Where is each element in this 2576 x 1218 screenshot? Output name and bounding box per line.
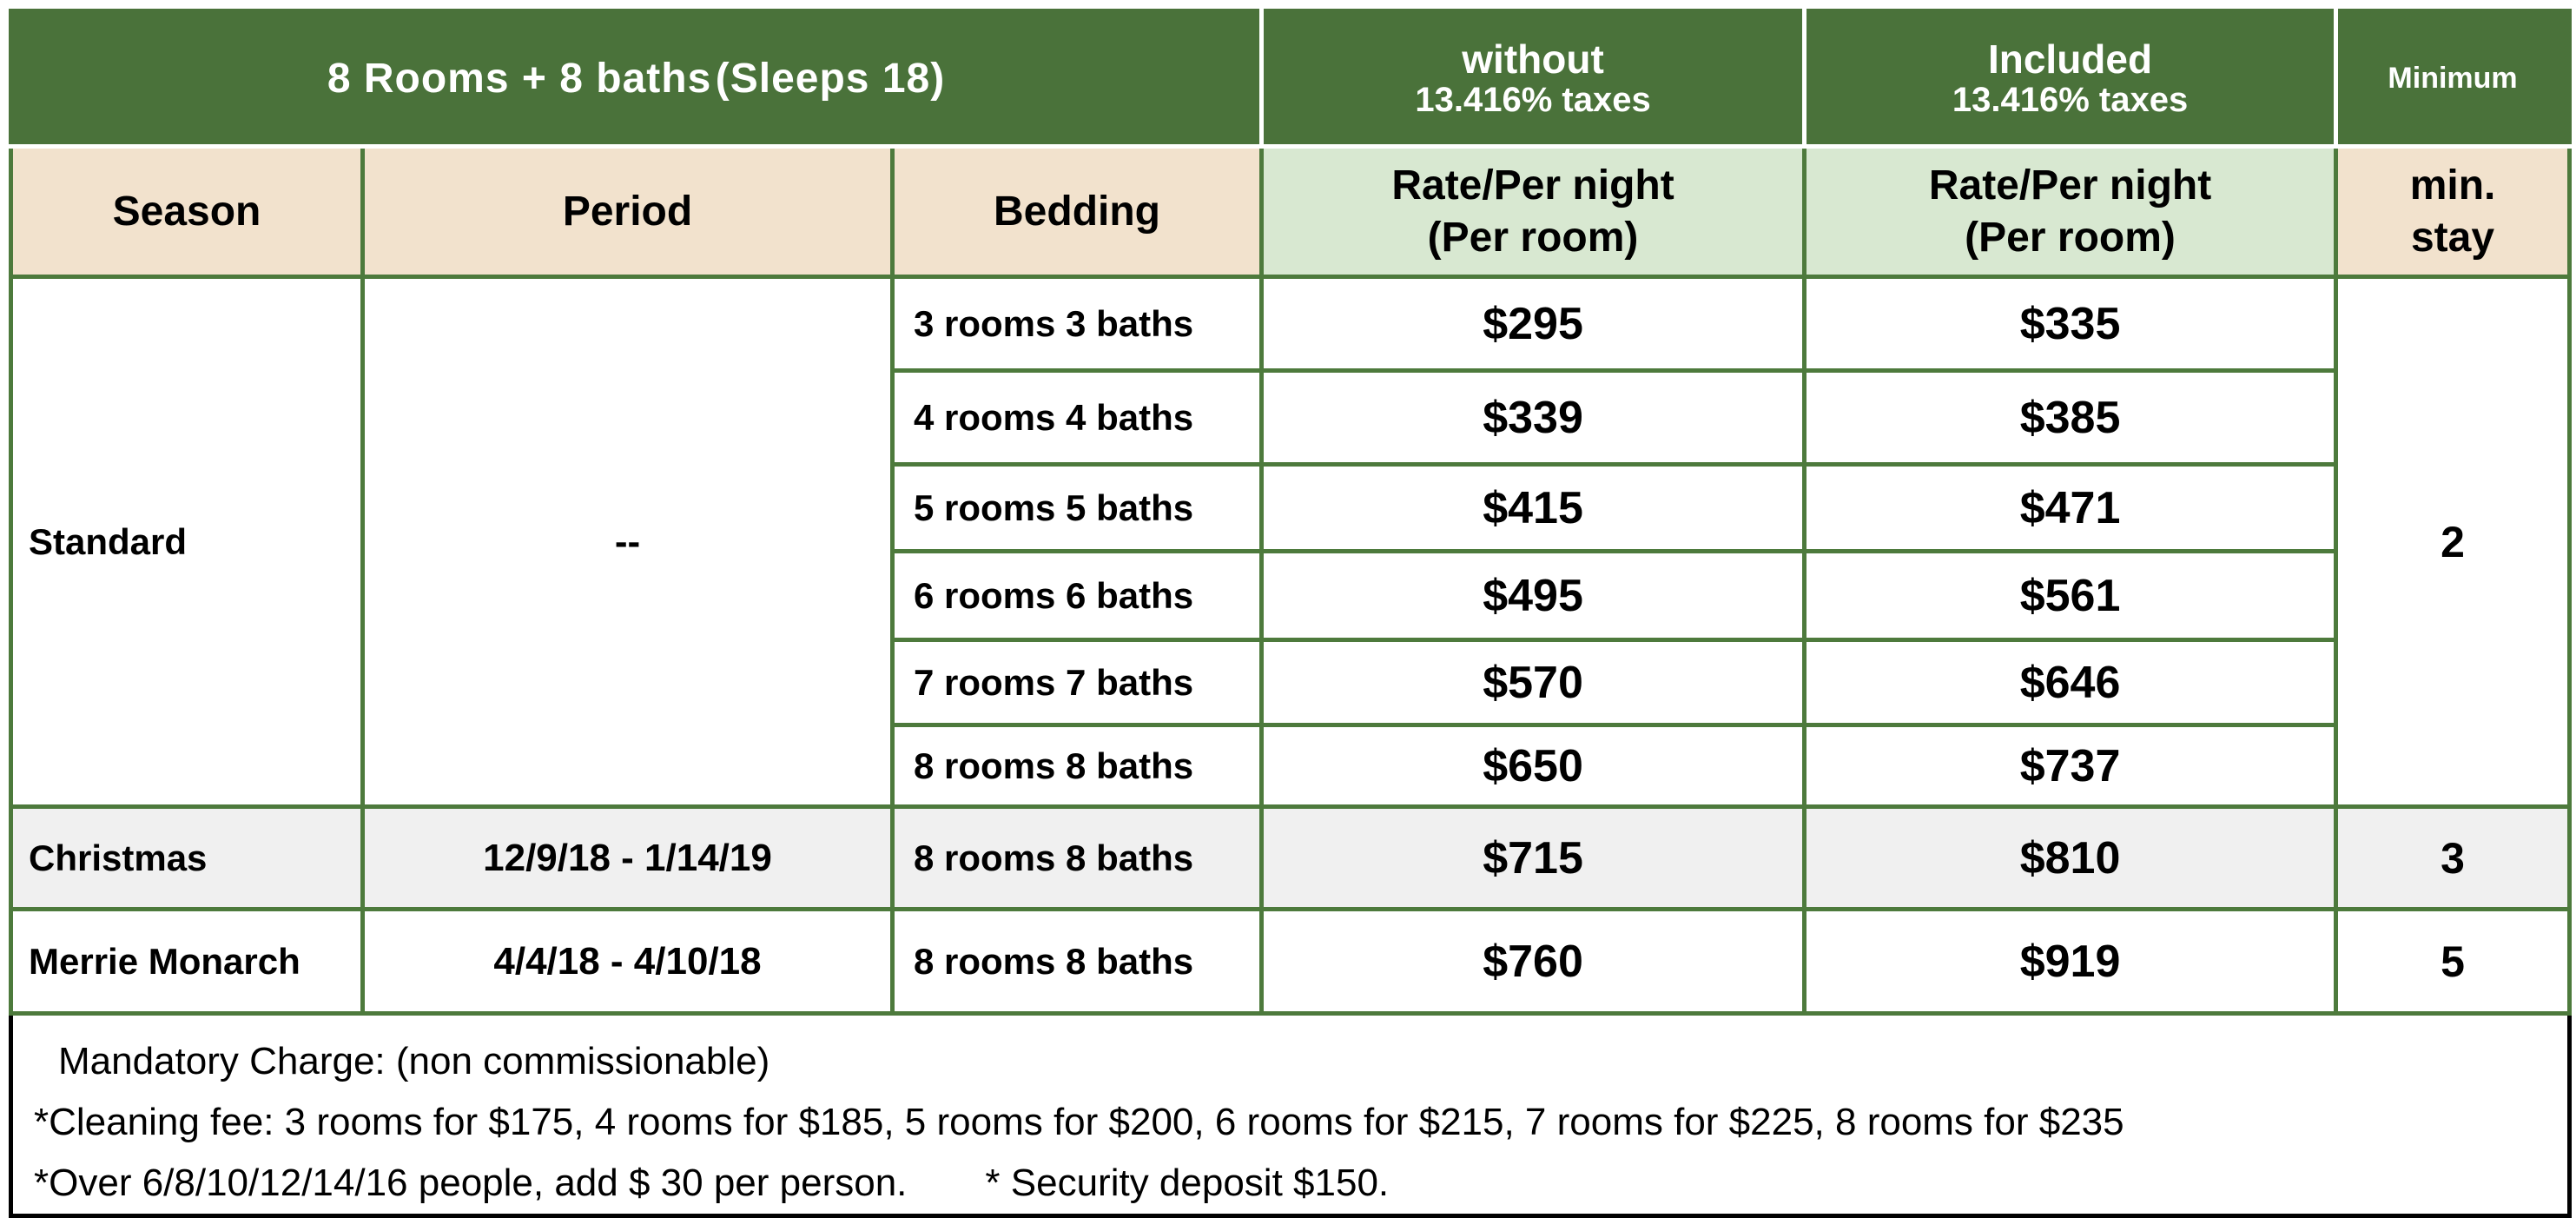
christmas-row — [11, 807, 2570, 910]
christmas-period: 12/9/18 - 1/14/19 — [363, 807, 893, 910]
merrie-season: Merrie Monarch — [11, 910, 363, 1014]
minimum-label: Minimum — [2388, 62, 2518, 95]
rate-included-cell: $561 — [1805, 552, 2336, 640]
rate-included-cell: $646 — [1805, 640, 2336, 725]
bedding-cell: 7 rooms 7 baths — [893, 640, 1262, 725]
extra-people-note — [34, 1153, 2567, 1214]
column-header-row — [11, 147, 2570, 277]
without-taxes-header — [1262, 11, 1805, 147]
rate-included-column-header — [1805, 147, 2336, 277]
notes-box — [11, 1014, 2570, 1216]
included-sub: 13.416% taxes — [1952, 80, 2189, 119]
christmas-rate-included: $810 — [1805, 807, 2336, 910]
property-title-main: 8 Rooms + 8 baths — [327, 56, 712, 102]
merrie-min-stay: 5 — [2336, 910, 2570, 1014]
included-label: Included — [1987, 36, 2153, 83]
christmas-bedding: 8 rooms 8 baths — [893, 807, 1262, 910]
bedding-cell: 6 rooms 6 baths — [893, 552, 1262, 640]
rate-included-cell: $385 — [1805, 371, 2336, 465]
rate-without-cell: $495 — [1262, 552, 1805, 640]
rate-table — [9, 9, 2572, 1218]
rate-included-cell: $335 — [1805, 277, 2336, 371]
property-title — [11, 11, 1262, 147]
season-column-header: Season — [11, 147, 363, 277]
included-taxes-header — [1805, 11, 2336, 147]
minimum-header — [2336, 11, 2570, 147]
min-stay-column-header — [2336, 147, 2570, 277]
mandatory-charge-note: Mandatory Charge: (non commissionable) — [58, 1040, 770, 1082]
bedding-column-header: Bedding — [893, 147, 1262, 277]
bedding-cell: 3 rooms 3 baths — [893, 277, 1262, 371]
property-title-sleeps: (Sleeps 18) — [715, 56, 946, 102]
standard-period: -- — [363, 277, 893, 807]
rate-without-cell: $339 — [1262, 371, 1805, 465]
bedding-cell: 8 rooms 8 baths — [893, 725, 1262, 807]
merrie-monarch-row — [11, 910, 2570, 1014]
rate-without-line1: Rate/Per night — [1391, 162, 1674, 209]
rate-without-line2: (Per room) — [1427, 214, 1639, 261]
notes-row — [11, 1014, 2570, 1216]
rate-without-cell: $415 — [1262, 465, 1805, 552]
christmas-rate-without: $715 — [1262, 807, 1805, 910]
rate-without-cell: $650 — [1262, 725, 1805, 807]
rate-included-cell: $737 — [1805, 725, 2336, 807]
merrie-rate-included: $919 — [1805, 910, 2336, 1014]
table-row — [11, 277, 2570, 371]
min-stay-line2: stay — [2410, 214, 2495, 261]
cleaning-fee-note: *Cleaning fee: 3 rooms for $175, 4 rooms for $185, 5 rooms for $200, 6 rooms for $215, 7 rooms for $225, 8 rooms for $235 — [34, 1101, 2124, 1143]
merrie-period: 4/4/18 - 4/10/18 — [363, 910, 893, 1014]
period-column-header: Period — [363, 147, 893, 277]
without-sub: 13.416% taxes — [1415, 80, 1651, 119]
rate-without-column-header — [1262, 147, 1805, 277]
min-stay-line1: min. — [2409, 162, 2496, 209]
standard-season: Standard — [11, 277, 363, 807]
rate-included-line1: Rate/Per night — [1928, 162, 2212, 209]
without-label: without — [1462, 36, 1604, 83]
christmas-min-stay: 3 — [2336, 807, 2570, 910]
rate-included-cell: $471 — [1805, 465, 2336, 552]
merrie-bedding: 8 rooms 8 baths — [893, 910, 1262, 1014]
rate-without-cell: $570 — [1262, 640, 1805, 725]
bedding-cell: 4 rooms 4 baths — [893, 371, 1262, 465]
bedding-cell: 5 rooms 5 baths — [893, 465, 1262, 552]
merrie-rate-without: $760 — [1262, 910, 1805, 1014]
christmas-season: Christmas — [11, 807, 363, 910]
rate-without-cell: $295 — [1262, 277, 1805, 371]
title-band — [11, 11, 2570, 147]
security-deposit-text: * Security deposit $150. — [985, 1162, 1390, 1204]
standard-min-stay: 2 — [2336, 277, 2570, 807]
extra-people-text: *Over 6/8/10/12/14/16 people, add $ 30 per person. — [34, 1162, 908, 1204]
rate-included-line2: (Per room) — [1965, 214, 2176, 261]
